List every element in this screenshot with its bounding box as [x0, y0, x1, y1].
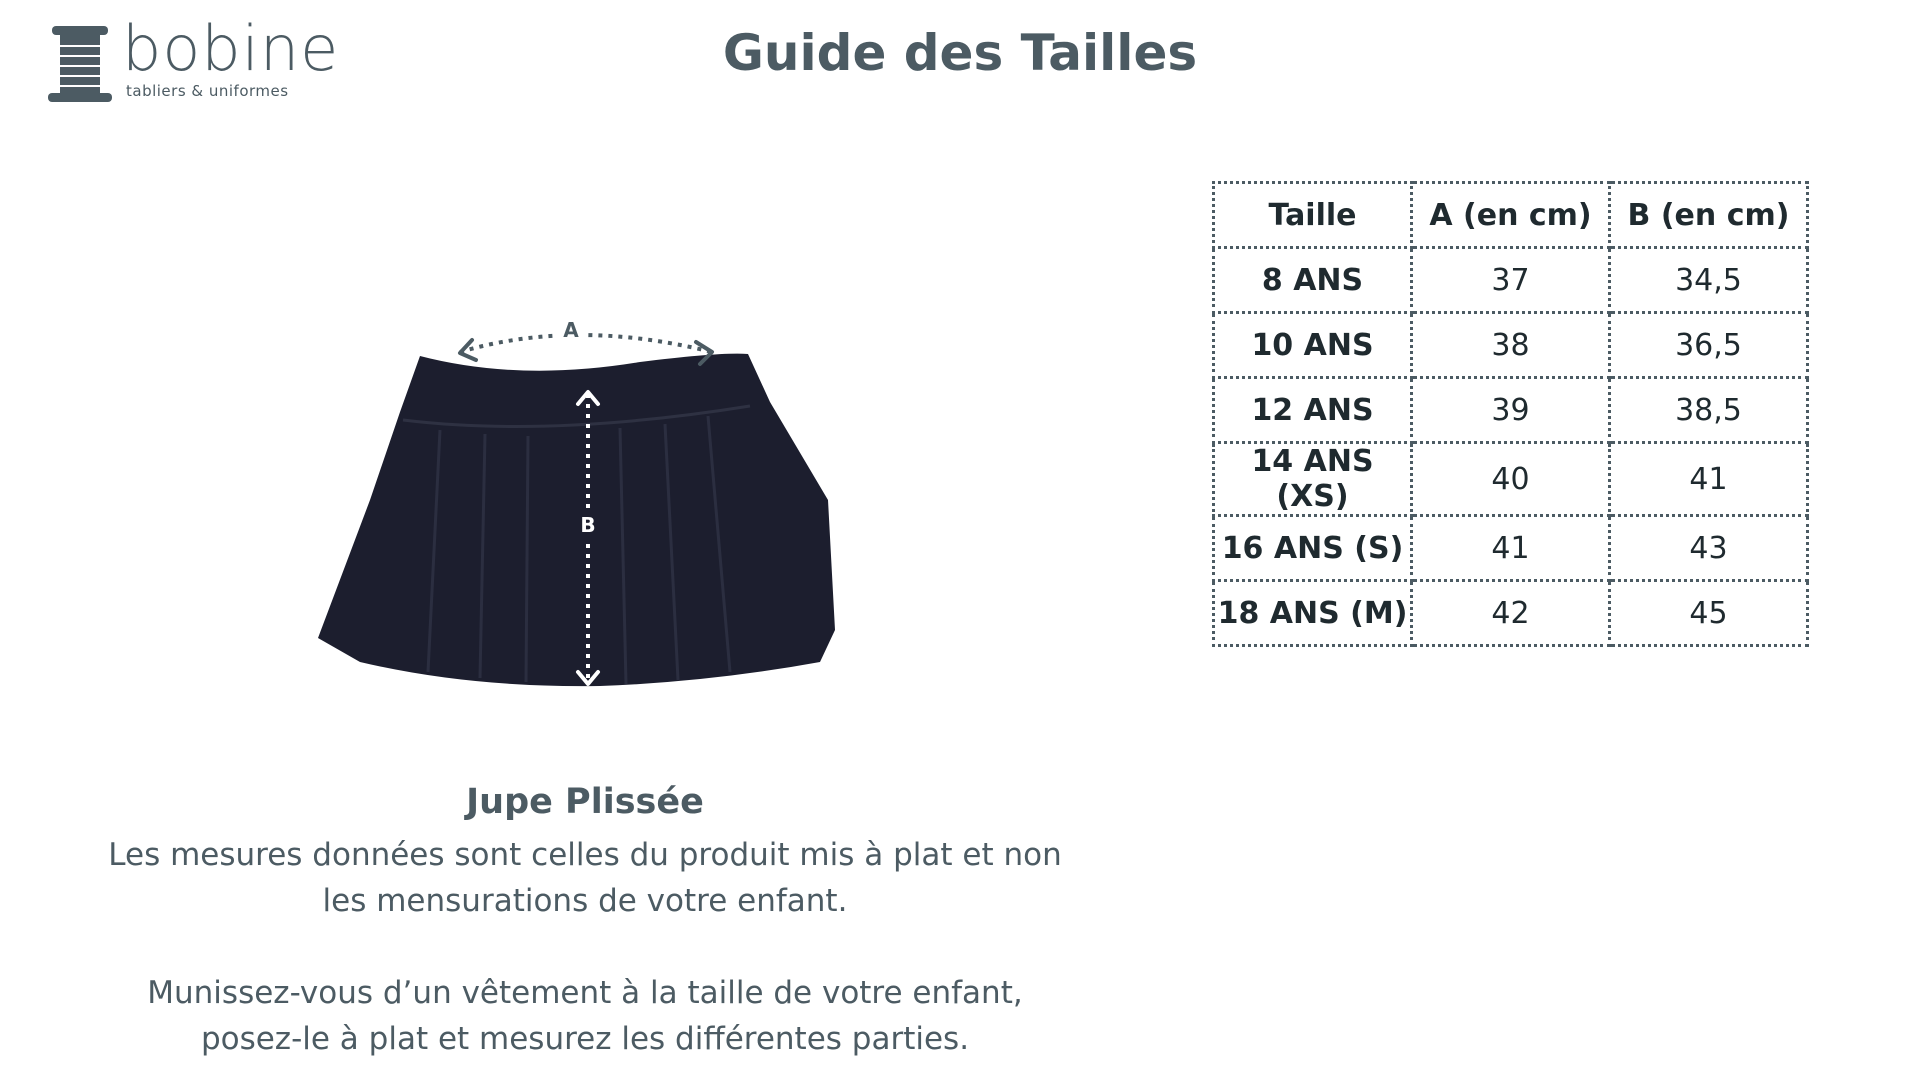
table-header-row — [1214, 183, 1808, 248]
size-cell: 18 ANS (M) — [1214, 581, 1412, 646]
measure-a-cell: 42 — [1412, 581, 1610, 646]
measure-a-cell: 39 — [1412, 378, 1610, 443]
size-cell: 12 ANS — [1214, 378, 1412, 443]
measure-b-cell: 36,5 — [1610, 313, 1808, 378]
flat-measure-note: Les mesures données sont celles du produit mis à plat et non les mensurations de votre enfant. — [108, 837, 1062, 919]
table-row — [1214, 378, 1808, 443]
size-cell: 14 ANS (XS) — [1214, 443, 1412, 516]
measure-b-cell: 43 — [1610, 516, 1808, 581]
column-header-size: Taille — [1214, 183, 1412, 248]
size-cell: 10 ANS — [1214, 313, 1412, 378]
measure-a-cell: 40 — [1412, 443, 1610, 516]
how-to-measure-note: Munissez-vous d’un vêtement à la taille de votre enfant, posez-le à plat et mesurez les différentes parties. — [147, 975, 1023, 1057]
size-table — [1212, 181, 1809, 647]
table-row — [1214, 581, 1808, 646]
measure-b-cell: 38,5 — [1610, 378, 1808, 443]
skirt-diagram — [300, 300, 860, 710]
table-row — [1214, 248, 1808, 313]
table-row — [1214, 516, 1808, 581]
page-title: Guide des Tailles — [722, 24, 1198, 82]
table-row — [1214, 443, 1808, 516]
measure-a-cell: 41 — [1412, 516, 1610, 581]
measure-a-cell: 38 — [1412, 313, 1610, 378]
column-header-b: B (en cm) — [1610, 183, 1808, 248]
column-header-a: A (en cm) — [1412, 183, 1610, 248]
measure-a-cell: 37 — [1412, 248, 1610, 313]
size-cell: 8 ANS — [1214, 248, 1412, 313]
measure-b-cell: 34,5 — [1610, 248, 1808, 313]
table-row — [1214, 313, 1808, 378]
brand-tagline: tabliers & uniformes — [126, 82, 289, 100]
measure-b-label: B — [580, 513, 596, 537]
product-name: Jupe Plissée — [466, 782, 704, 822]
measure-a-label: A — [563, 318, 579, 342]
size-cell: 16 ANS (S) — [1214, 516, 1412, 581]
measure-b-cell: 45 — [1610, 581, 1808, 646]
brand-name: bobine — [122, 12, 340, 85]
measure-b-cell: 41 — [1610, 443, 1808, 516]
measurement-notes — [0, 832, 1170, 1062]
